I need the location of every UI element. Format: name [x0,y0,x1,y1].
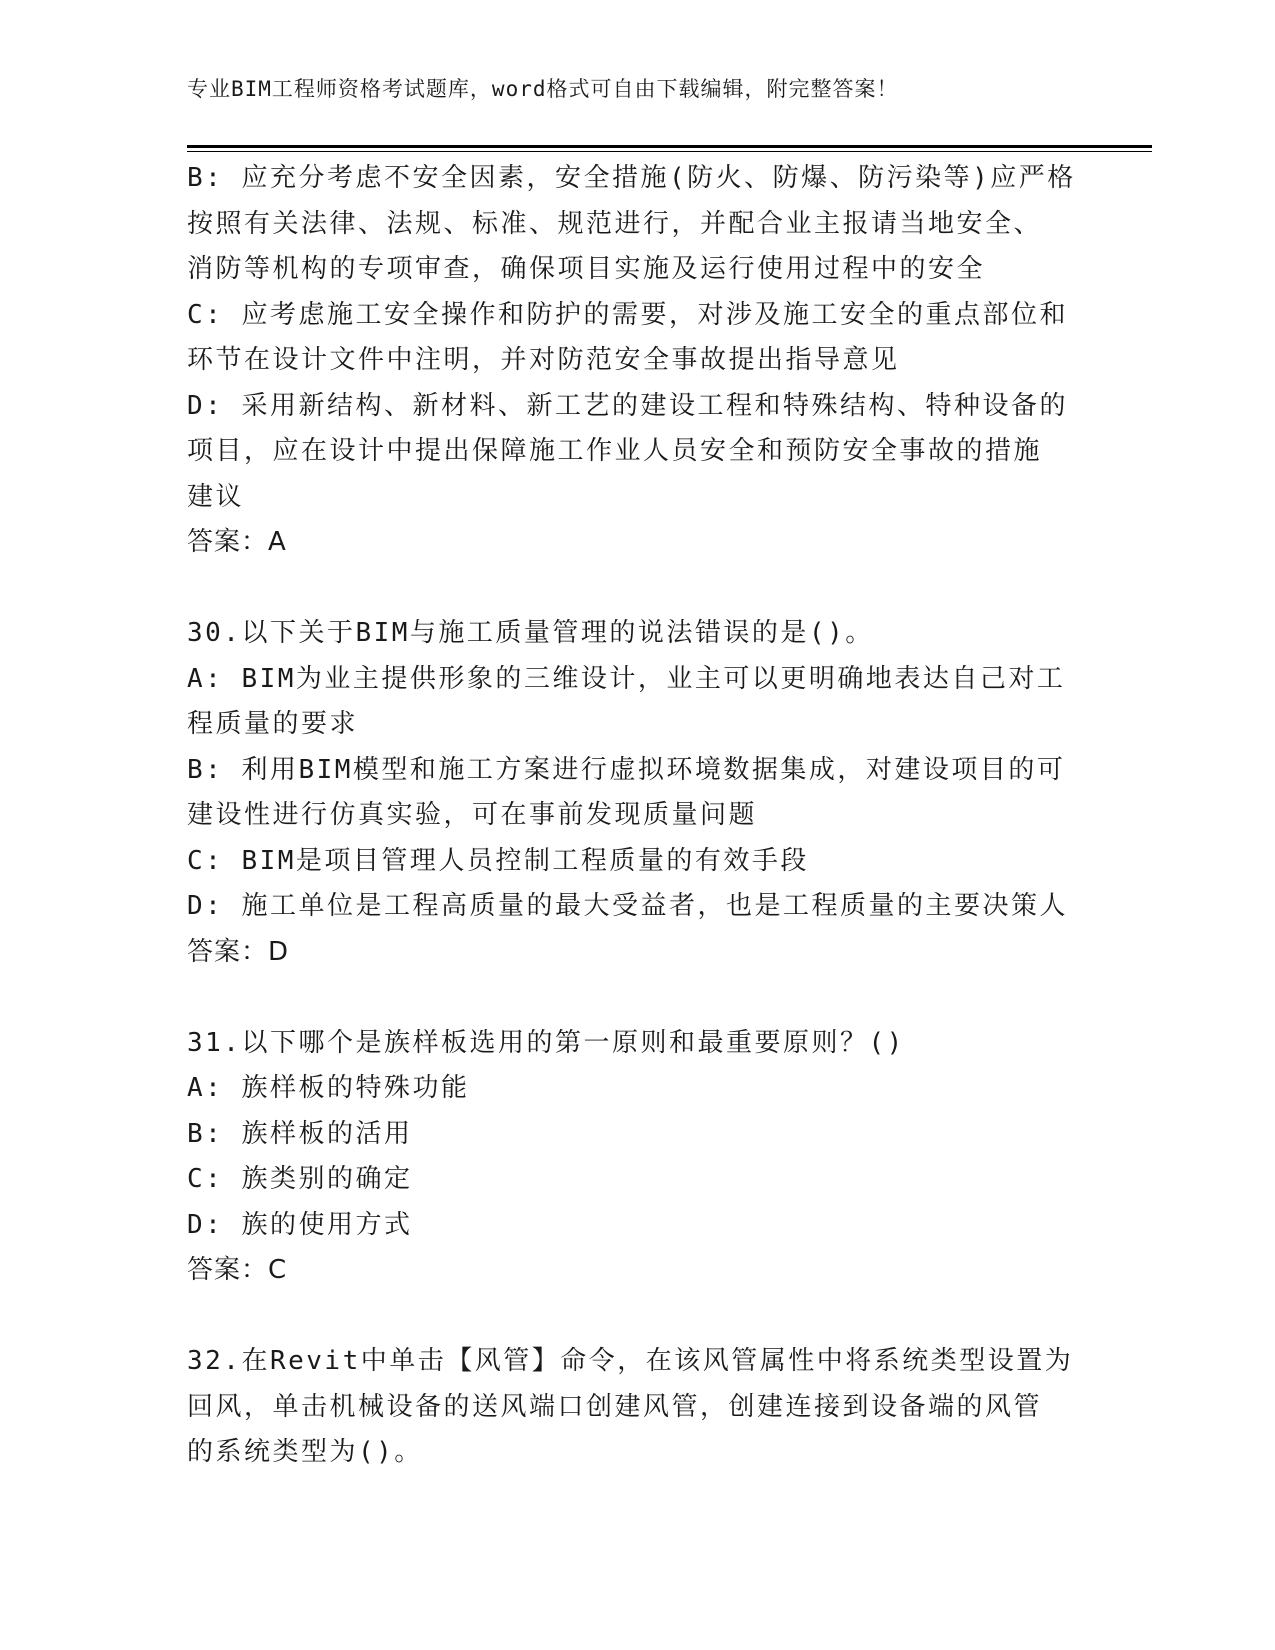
question-30 [187,611,1087,975]
option-line: B: 应充分考虑不安全因素，安全措施(防火、防爆、防污染等)应严格 [187,163,1076,193]
option-line: A: BIM为业主提供形象的三维设计，业主可以更明确地表达自己对工 [187,663,1066,694]
option-line: C: BIM是项目管理人员控制工程质量的有效手段 [187,845,809,876]
option-line: B: 族样板的活用 [187,1118,413,1149]
document-body [187,156,1087,1476]
option-line: C: 应考虑施工安全操作和防护的需要，对涉及施工安全的重点部位和 [187,299,1068,330]
question-29 [187,156,1087,566]
option-line: 项目，应在设计中提出保障施工作业人员安全和预防安全事故的措施 [187,436,1043,466]
option-line: A: 族样板的特殊功能 [187,1073,470,1103]
option-line: D: 族的使用方式 [187,1209,413,1240]
question-31 [187,1021,1087,1294]
answer-29: 答案：A [187,527,287,557]
option-line: D: 采用新结构、新材料、新工艺的建设工程和特殊结构、特种设备的 [187,390,1068,421]
header-rule-thin [187,151,1152,152]
page-header: 专业BIM工程师资格考试题库，word格式可自由下载编辑，附完整答案！ [187,77,899,101]
option-line: B: 利用BIM模型和施工方案进行虚拟环境数据集成，对建设项目的可 [187,754,1066,785]
spacer [187,1294,1087,1340]
option-line: 环节在设计文件中注明，并对防范安全事故提出指导意见 [187,345,900,375]
spacer [187,566,1087,612]
option-line: D: 施工单位是工程高质量的最大受益者，也是工程质量的主要决策人 [187,891,1068,921]
option-line: C: 族类别的确定 [187,1164,413,1194]
header-rule-thick [187,145,1152,148]
question-text: 30.以下关于BIM与施工质量管理的说法错误的是()。 [187,618,874,648]
question-text: 31.以下哪个是族样板选用的第一原则和最重要原则？() [187,1027,905,1058]
question-text: 回风，单击机械设备的送风端口创建风管，创建连接到设备端的风管 [187,1391,1043,1422]
question-32 [187,1339,1087,1476]
option-line: 消防等机构的专项审查，确保项目实施及运行使用过程中的安全 [187,254,986,284]
option-line: 程质量的要求 [187,709,359,739]
answer-31: 答案：C [187,1255,288,1285]
answer-30: 答案：D [187,936,290,967]
option-line: 建议 [187,481,245,512]
question-text: 的系统类型为()。 [187,1437,423,1467]
option-line: 建设性进行仿真实验，可在事前发现质量问题 [187,800,758,830]
spacer [187,975,1087,1021]
question-text: 32.在Revit中单击【风管】命令，在该风管属性中将系统类型设置为 [187,1346,1074,1376]
option-line: 按照有关法律、法规、标准、规范进行，并配合业主报请当地安全、 [187,208,1043,239]
